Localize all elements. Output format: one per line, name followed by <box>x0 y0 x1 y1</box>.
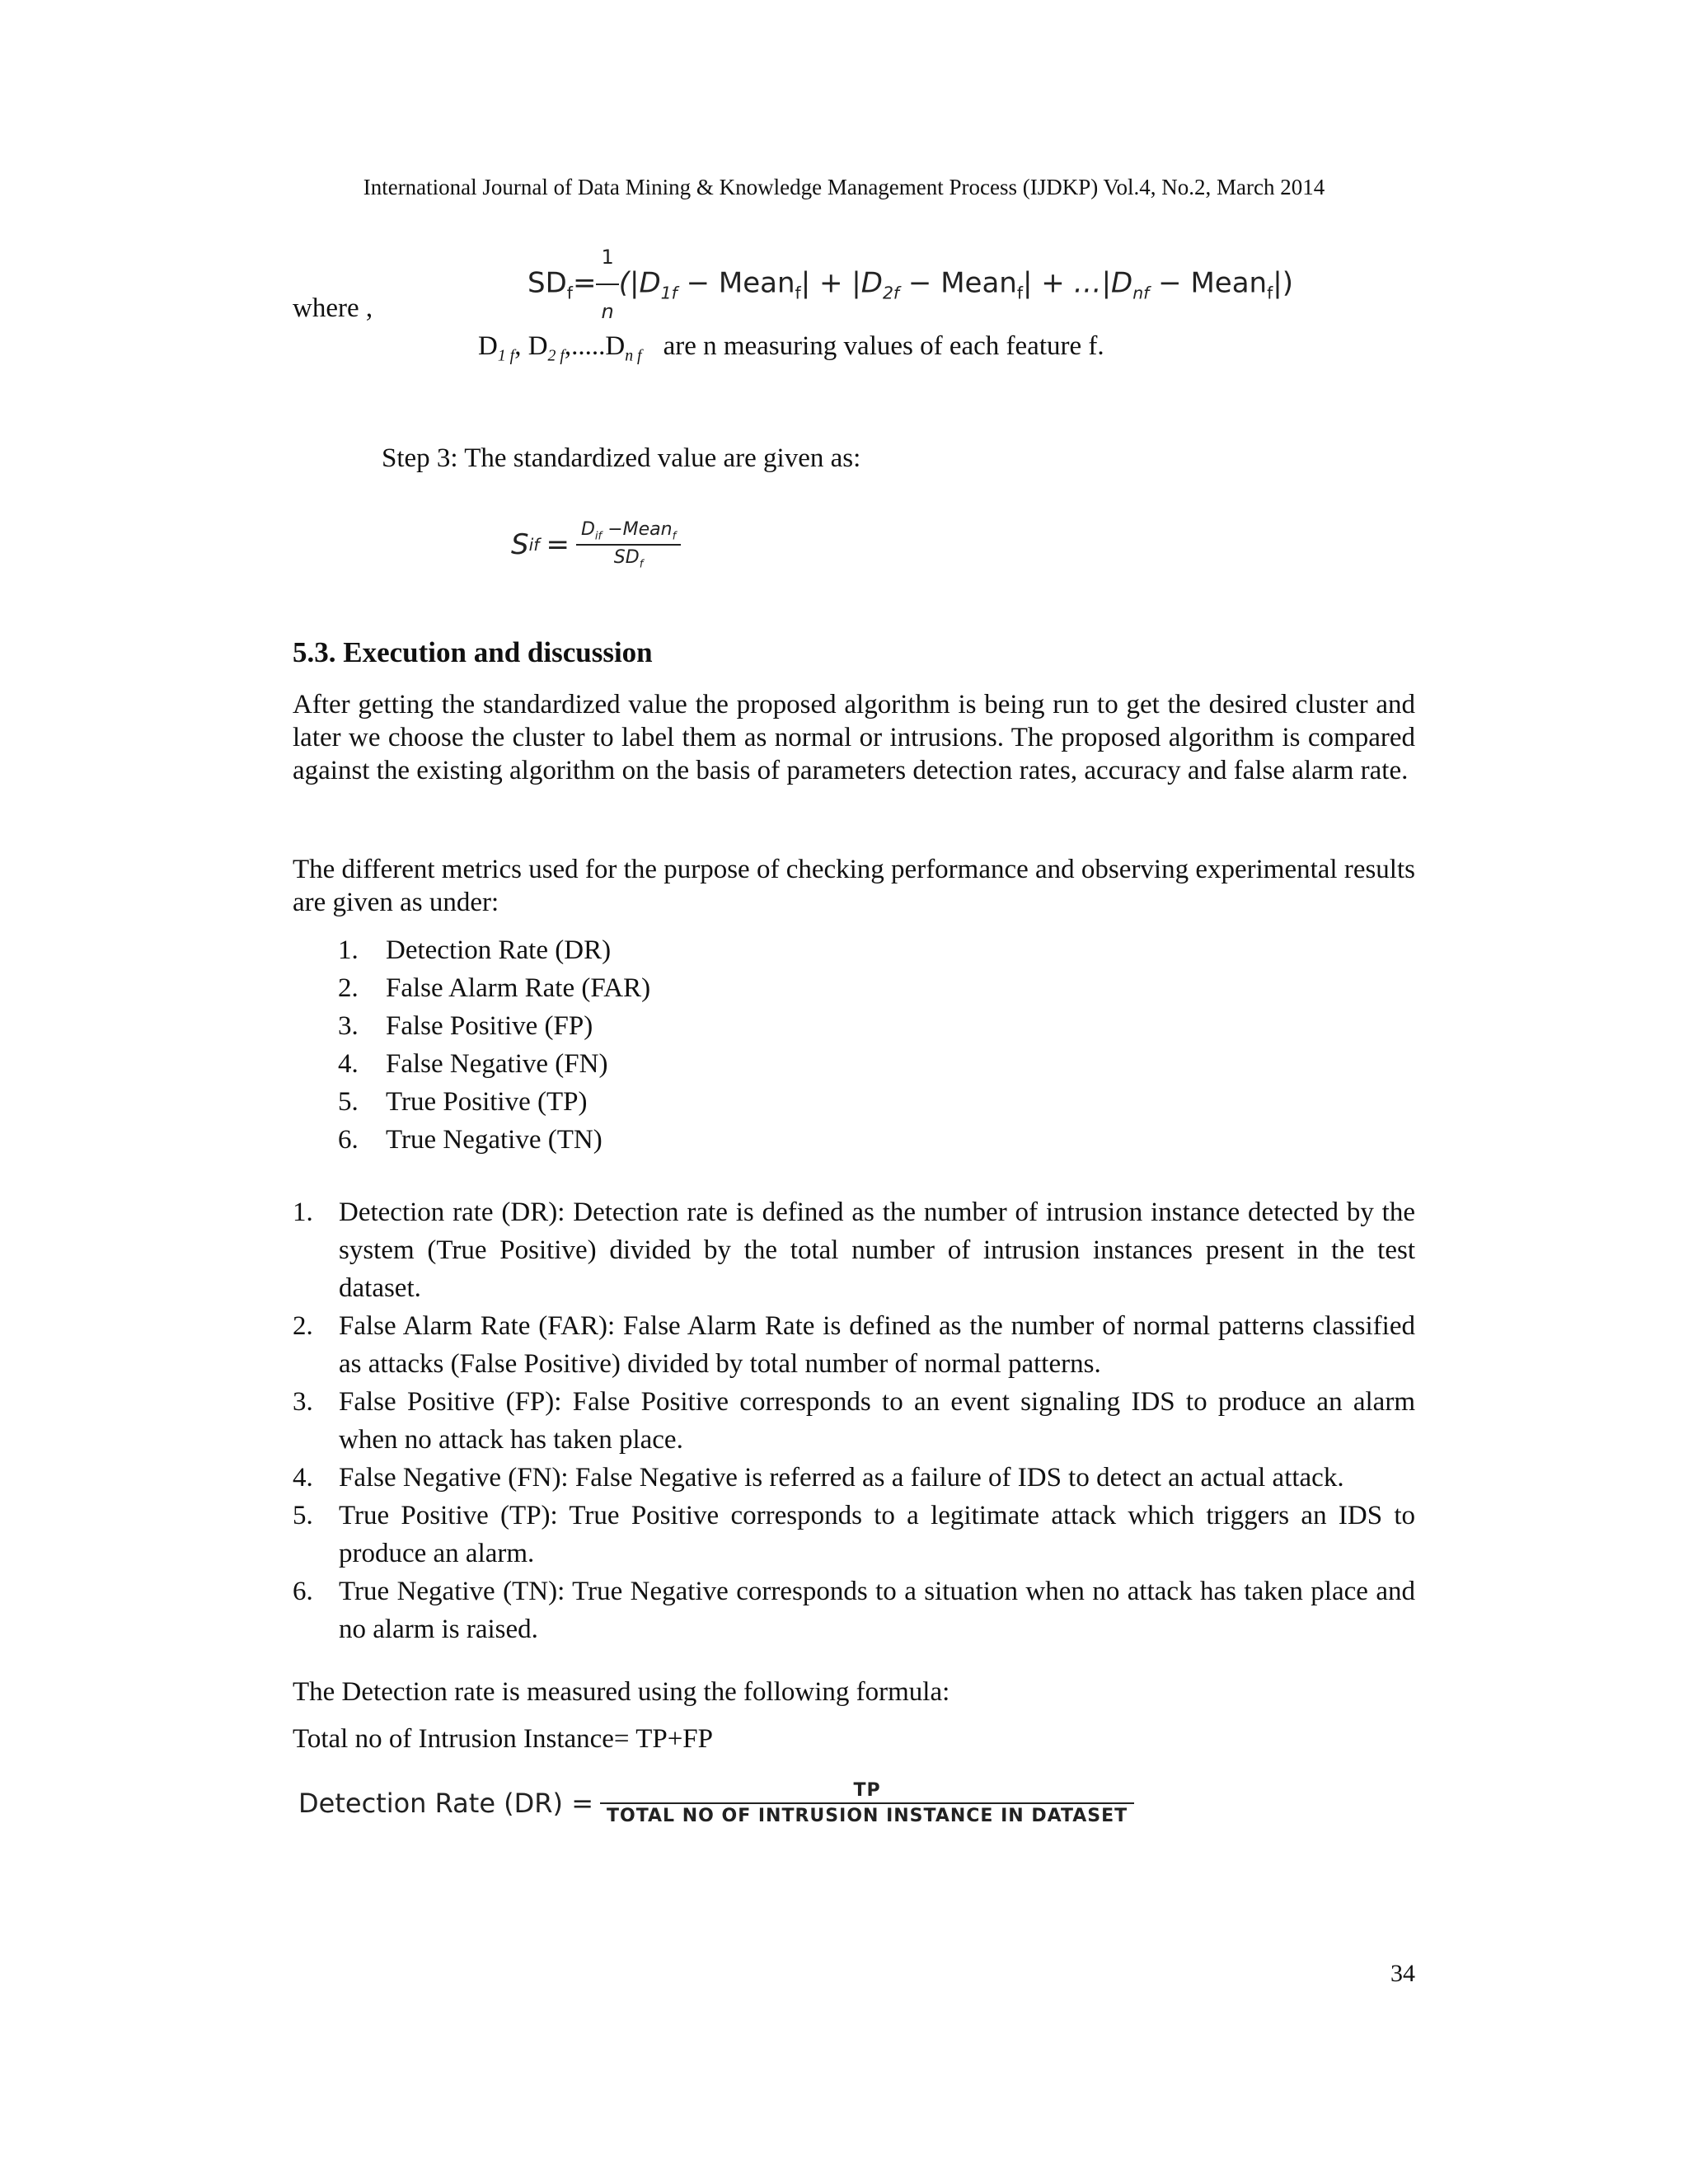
definition-number: 3. <box>293 1387 313 1417</box>
sd-term1-sub: 1f <box>660 283 678 303</box>
where-d: D <box>478 331 498 361</box>
sif-num-rest-sub: f <box>672 530 677 543</box>
list-item <box>338 969 650 1007</box>
definition-number: 4. <box>293 1463 313 1493</box>
sd-mean-sub-2: f <box>1016 283 1024 303</box>
sif-fraction <box>576 519 681 571</box>
sd-mean-sub-3: f <box>1267 283 1273 303</box>
sd-coefficient <box>596 232 618 336</box>
definition-text: False Negative (FN): False Negative is referred as a failure of IDS to detect an actual attack. <box>339 1463 1344 1493</box>
step3-text: Step 3: The standardized value are given as: <box>382 443 861 473</box>
list-item-number: 4. <box>338 1049 359 1079</box>
list-item-number: 2. <box>338 973 359 1003</box>
sd-minus-3: − Mean <box>1149 266 1268 300</box>
list-item <box>338 1083 650 1121</box>
where-sub-1: 1 f <box>497 346 515 365</box>
metrics-list <box>338 931 650 1159</box>
total-instance-line: Total no of Intrusion Instance= TP+FP <box>293 1724 714 1754</box>
sif-num-sub: if <box>594 530 603 543</box>
list-item-label: True Positive (TP) <box>386 1087 588 1117</box>
list-item-label: False Negative (FN) <box>386 1049 608 1079</box>
sif-den-sd: SD <box>613 547 640 569</box>
sif-denominator <box>609 546 649 570</box>
list-item-number: 3. <box>338 1011 359 1041</box>
sd-minus-1: − Mean <box>677 266 795 300</box>
sd-mean-sub-1: f <box>795 283 801 303</box>
sd-lhs-sub: f <box>566 283 573 303</box>
running-header: International Journal of Data Mining & Knowledge Management Process (IJDKP) Vol.4, No.2, March 2014 <box>363 175 1325 199</box>
sd-coef-num: 1 <box>596 232 618 285</box>
paragraph-execution: After getting the standardized value the proposed algorithm is being run to get the desired cluster and later we choose the cluster to label them as normal or intrusions. The proposed algorithm is compared against the existing algorithm on the basis of parameters detection rates, accuracy and false alarm rate. <box>293 690 1415 785</box>
sd-term2-sub: 2f <box>882 283 900 303</box>
sd-coef-den: n <box>601 300 614 323</box>
list-item <box>338 1045 650 1083</box>
definition-text: True Negative (TN): True Negative corresponds to a situation when no attack has taken place and no alarm is raised. <box>339 1577 1415 1644</box>
definition-item <box>293 1497 1415 1572</box>
where-sep-1: , D <box>514 331 548 361</box>
definition-text: Detection rate (DR): Detection rate is defined as the number of intrusion instance detected by the system (True Positive) divided by the total number of intrusion instances present in the test dataset. <box>339 1197 1415 1303</box>
sif-den-sub: f <box>639 558 644 571</box>
sd-equals: = <box>572 266 597 300</box>
standardized-formula <box>511 519 681 571</box>
list-item-label: True Negative (TN) <box>386 1125 603 1155</box>
sd-close: |) <box>1273 266 1294 300</box>
detection-rate-intro: The Detection rate is measured using the following formula: <box>293 1677 950 1707</box>
definition-item <box>293 1383 1415 1459</box>
list-item-label: False Alarm Rate (FAR) <box>386 973 651 1003</box>
dr-lhs: Detection Rate (DR) = <box>298 1788 593 1819</box>
definition-item <box>293 1193 1415 1307</box>
sd-minus-2: − Mean <box>899 266 1017 300</box>
page-number: 34 <box>1390 1960 1415 1987</box>
list-item-number: 1. <box>338 935 359 965</box>
list-item <box>338 931 650 969</box>
list-item-number: 6. <box>338 1125 359 1155</box>
sd-termn: | + …|D <box>1023 266 1133 300</box>
list-item-label: Detection Rate (DR) <box>386 935 612 965</box>
where-sub-2: 2 f <box>547 346 565 365</box>
sif-num-d: D <box>580 519 595 540</box>
dr-numerator: TP <box>600 1780 1134 1804</box>
list-item-label: False Positive (FP) <box>386 1011 593 1041</box>
where-label: where , <box>293 293 373 323</box>
dr-fraction <box>602 1780 1132 1826</box>
paragraph-metrics-intro: The different metrics used for the purpose of checking performance and observing experimental results are given as under: <box>293 855 1415 917</box>
where-sep-2: ,.....D <box>564 331 626 361</box>
definition-item <box>293 1459 1415 1497</box>
definition-number: 5. <box>293 1501 313 1530</box>
sd-termn-sub: nf <box>1132 283 1150 303</box>
sd-lhs: SD <box>528 266 567 300</box>
where-sub-n: n f <box>625 346 642 365</box>
definition-number: 1. <box>293 1197 313 1227</box>
list-item <box>338 1007 650 1045</box>
definitions-list <box>293 1193 1415 1648</box>
where-definition <box>478 330 1104 373</box>
detection-rate-formula <box>298 1780 1132 1826</box>
definition-item <box>293 1572 1415 1648</box>
definition-number: 6. <box>293 1577 313 1606</box>
where-text: are n measuring values of each feature f. <box>663 331 1104 361</box>
sd-formula <box>528 232 1293 336</box>
dr-denominator: TOTAL NO OF INTRUSION INSTANCE IN DATASET <box>607 1806 1128 1826</box>
definition-text: False Alarm Rate (FAR): False Alarm Rate is defined as the number of normal patterns classified as attacks (False Positive) divided by total number of normal patterns. <box>339 1311 1415 1379</box>
sif-lhs: S <box>511 528 529 562</box>
list-item-number: 5. <box>338 1087 359 1117</box>
list-item <box>338 1121 650 1159</box>
sif-num-rest: −Mean <box>602 519 673 540</box>
definition-text: True Positive (TP): True Positive corresponds to a legitimate attack which triggers an IDS to produce an alarm. <box>339 1501 1415 1568</box>
definition-number: 2. <box>293 1311 313 1341</box>
section-heading: 5.3. Execution and discussion <box>293 636 653 668</box>
sd-term2: | + |D <box>800 266 883 300</box>
sif-equals: = <box>546 528 570 562</box>
definition-item <box>293 1307 1415 1383</box>
sif-numerator <box>576 519 681 546</box>
sd-term1: (|D <box>618 266 661 300</box>
sif-lhs-sub: if <box>528 535 540 555</box>
definition-text: False Positive (FP): False Positive corresponds to an event signaling IDS to produce an alarm when no attack has taken place. <box>339 1387 1415 1455</box>
